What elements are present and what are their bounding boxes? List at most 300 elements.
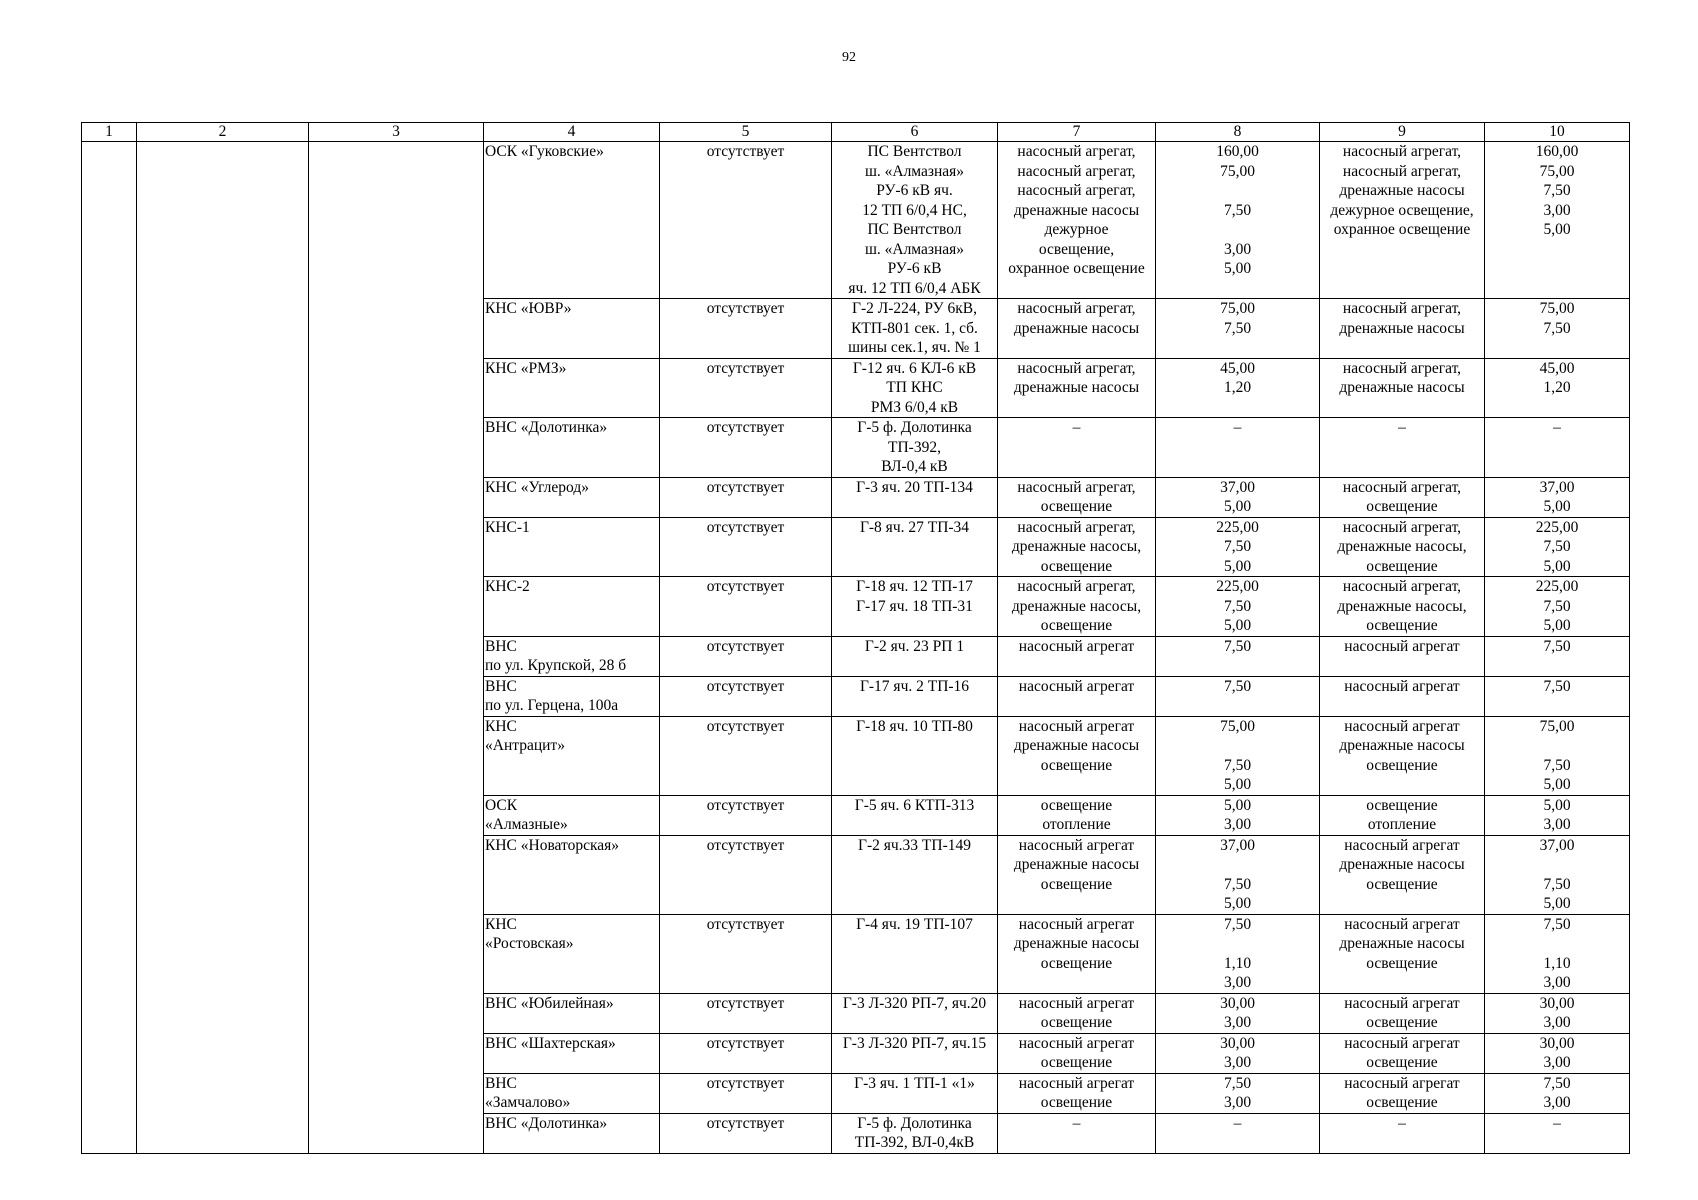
cell-line: ПС Вентствол [867,143,962,160]
cell-line: освещение [1040,875,1113,893]
cell-line: – [1398,419,1406,436]
cell-line: дренажные насосы [1339,856,1465,873]
consumers-cell [1320,993,1485,1033]
object-name-cell [484,299,660,359]
cell-line: освещение [1366,557,1438,575]
cell-line: Г-17 яч. 18 ТП-31 [856,597,973,615]
cell-line: освещение [1040,1014,1113,1031]
status-cell: отсутствует [660,716,832,795]
cell-line: дренажные насосы [1013,319,1140,337]
cell-line: насосный агрегат [1344,1074,1460,1092]
cell-line: Г-3 яч. 20 ТП-134 [856,478,973,496]
cell-line: освещение [1366,875,1438,893]
cell-line: 30,00 [1220,1034,1255,1052]
object-name-cell [484,795,660,835]
cell-line: 37,00 [1539,478,1575,496]
cell-line: КНС «Новаторская» [485,836,620,854]
cell-line: дренажные насосы [1339,935,1465,952]
cell-line: 7,50 [1223,201,1252,219]
cell-line: насосный агрегат, [1342,162,1462,180]
status-cell: отсутствует [660,142,832,299]
load-value-cell [1156,577,1320,637]
load-value-cell [1485,636,1630,676]
consumers-cell [998,358,1156,418]
cell-line: освещение [1366,796,1438,814]
cell-line: 7,50 [1543,677,1571,695]
cell-line: ш. «Алмазная» [864,162,965,180]
cell-line: отопление [1042,816,1111,833]
cell-line: дренажные насосы, [1011,538,1142,555]
cell-line: 5,00 [1223,617,1252,634]
cell-line: 3,00 [1543,1094,1571,1111]
status-cell: отсутствует [660,835,832,914]
cell-line: 3,00 [1223,1054,1252,1071]
object-name-cell [484,142,660,299]
load-value-cell [1485,835,1630,914]
object-name-cell [484,835,660,914]
header-cell: 5 [660,123,832,142]
cell-line: КНС «ЮВР» [485,300,572,317]
col1-cell [82,142,137,1154]
cell-line: 7,50 [1223,319,1252,337]
load-value-cell [1485,418,1630,478]
load-value-cell [1485,676,1630,716]
consumers-cell [1320,517,1485,577]
power-source-cell [832,299,998,359]
object-name-cell [484,477,660,517]
cell-line: насосный агрегат [1018,1074,1135,1092]
power-source-cell [832,795,998,835]
cell-line: охранное освещение [1333,221,1471,238]
cell-line: Г-2 Л-224, РУ 6кВ, [852,300,977,317]
consumers-cell [998,636,1156,676]
object-name-cell [484,676,660,716]
cell-line: насосный агрегат, [1342,300,1462,317]
load-value-cell [1485,914,1630,993]
cell-line: ВНС [485,637,517,655]
cell-line: 37,00 [1539,836,1575,854]
power-source-cell [832,577,998,637]
cell-line: Г-5 ф. Долотинка [857,419,972,436]
cell-line: 3,00 [1223,816,1252,833]
cell-line: дренажные насосы [1339,737,1465,754]
object-name-cell [484,517,660,577]
cell-line: насосный агрегат [1344,1034,1460,1052]
object-name-cell [484,1033,660,1073]
cell-line: дренажные насосы, [1337,538,1467,555]
cell-line: дренажные насосы, [1011,597,1142,615]
cell-line: 7,50 [1543,538,1571,555]
load-value-cell [1156,1113,1320,1153]
cell-line: освещение [1366,756,1438,774]
cell-line: насосный агрегат, [1017,182,1136,199]
cell-line: охранное освещение [1008,260,1145,277]
cell-line: освещение [1040,756,1113,774]
header-cell: 10 [1485,123,1630,142]
cell-line: Г-4 яч. 19 ТП-107 [856,915,973,933]
load-value-cell [1485,358,1630,418]
load-value-cell [1156,358,1320,418]
cell-line: 5,00 [1223,557,1252,575]
cell-line: 3,00 [1543,1054,1571,1071]
load-value-cell [1156,716,1320,795]
cell-line: дренажные насосы, [1337,597,1467,615]
cell-line: 1,10 [1543,954,1571,972]
cell-line: насосный агрегат, [1017,478,1136,496]
header-cell: 4 [484,123,660,142]
page-number: 92 [842,50,856,65]
consumers-cell [1320,914,1485,993]
header-cell: 3 [309,123,484,142]
consumers-cell [1320,142,1485,299]
cell-line: 7,50 [1223,677,1252,695]
object-name-cell [484,993,660,1033]
cell-line: освещение [1366,954,1438,972]
power-source-cell [832,835,998,914]
consumers-cell [1320,835,1485,914]
table-body [82,123,1630,1154]
power-source-cell [832,993,998,1033]
cell-line: освещение [1366,1054,1438,1071]
col3-cell [309,142,484,1154]
load-value-cell [1485,299,1630,359]
status-cell: отсутствует [660,636,832,676]
status-cell: отсутствует [660,676,832,716]
cell-line: освещение [1040,557,1113,575]
cell-line: КНС-1 [485,518,530,536]
cell-line: – [1233,1114,1242,1132]
consumers-cell [998,993,1156,1033]
table-row [82,142,1630,299]
cell-line: насосный агрегат [1018,637,1135,655]
cell-line: 3,00 [1223,1014,1252,1031]
cell-line: насосный агрегат, [1017,518,1136,536]
consumers-cell [998,1033,1156,1073]
cell-line: 12 ТП 6/0,4 НС, [862,201,967,219]
object-name-cell [484,1073,660,1113]
cell-line: 7,50 [1543,915,1571,933]
power-source-cell [832,1073,998,1113]
load-value-cell [1485,993,1630,1033]
cell-line: 7,50 [1543,319,1571,337]
load-value-cell [1156,517,1320,577]
status-cell: отсутствует [660,993,832,1033]
load-value-cell [1156,299,1320,359]
load-value-cell [1485,577,1630,637]
status-cell: отсутствует [660,1033,832,1073]
cell-line: 30,00 [1539,1034,1575,1052]
cell-line: Г-2 яч.33 ТП-149 [858,836,971,854]
cell-line: 225,00 [1216,578,1259,595]
status-cell: отсутствует [660,517,832,577]
cell-line: 75,00 [1220,717,1255,735]
cell-line: насосный агрегат [1344,994,1460,1012]
cell-line: ВНС «Шахтерская» [485,1034,616,1052]
cell-line: шины сек.1, яч. № 1 [848,339,981,356]
cell-line: освещение [1366,498,1438,515]
cell-line: насосный агрегат [1344,717,1460,735]
consumers-cell [998,299,1156,359]
cell-line: КНС [485,915,517,933]
header-cell: 2 [137,123,309,142]
cell-line: 45,00 [1539,359,1575,377]
cell-line: 160,00 [1535,143,1579,160]
power-source-cell [832,358,998,418]
cell-line: 7,50 [1223,1074,1252,1092]
header-cell: 6 [832,123,998,142]
consumers-cell [1320,477,1485,517]
power-source-cell [832,914,998,993]
cell-line: 5,00 [1223,776,1252,793]
cell-line: насосный агрегат [1018,1034,1135,1052]
cell-line: дренажные насосы [1013,856,1140,873]
cell-line: 7,50 [1543,1074,1571,1092]
cell-line: 5,00 [1543,895,1571,912]
load-value-cell [1485,1073,1630,1113]
cell-line: освещение [1040,1094,1113,1111]
cell-line [1486,934,1628,954]
load-value-cell [1485,477,1630,517]
cell-line: ОСК «Гуковские» [485,143,604,160]
object-name-cell [484,914,660,993]
cell-line: насосный агрегат, [1017,359,1136,377]
cell-line: Г-3 Л-320 РП-7, яч.20 [842,994,987,1012]
cell-line: 45,00 [1220,359,1255,377]
consumers-cell [1320,795,1485,835]
cell-line: Г-3 яч. 1 ТП-1 «1» [854,1074,975,1092]
status-cell: отсутствует [660,577,832,637]
cell-line: яч. 12 ТП 6/0,4 АБК [848,279,981,297]
consumers-cell [998,835,1156,914]
cell-line: ВНС «Долотинка» [485,1114,608,1132]
cell-line: дренажные насосы [1013,201,1140,219]
header-cell: 7 [998,123,1156,142]
cell-line: насосный агрегат [1018,915,1135,933]
cell-line: по ул. Герцена, 100а [485,697,619,714]
consumers-cell [1320,636,1485,676]
load-value-cell [1485,1033,1630,1073]
cell-line: 5,00 [1223,796,1252,814]
cell-line: 5,00 [1543,557,1571,575]
cell-line: дренажные насосы [1013,379,1140,396]
cell-line: 3,00 [1223,240,1252,258]
object-name-cell [484,358,660,418]
cell-line: ОСК [485,796,518,814]
consumers-cell [1320,358,1485,418]
cell-line [1157,220,1318,240]
cell-line: – [1072,1114,1081,1132]
load-value-cell [1485,142,1630,299]
cell-line: 3,00 [1223,974,1252,991]
cell-line: ТП КНС [886,379,943,396]
cell-line: насосный агрегат, [1342,518,1462,536]
cell-line: насосный агрегат, [1342,578,1462,595]
consumers-cell [998,795,1156,835]
status-cell: отсутствует [660,418,832,478]
power-source-cell [832,716,998,795]
cell-line: РМЗ 6/0,4 кВ [870,398,959,416]
cell-line: КНС «РМЗ» [485,359,567,377]
cell-line: 75,00 [1539,162,1575,180]
cell-line: КНС [485,717,517,735]
power-source-cell [832,1113,998,1153]
cell-line: освещение [1366,617,1438,634]
cell-line: освещение, [1038,240,1115,258]
cell-line: 5,00 [1543,776,1571,793]
consumers-cell [998,1113,1156,1153]
cell-line: Г-12 яч. 6 КЛ-6 кВ [852,359,977,377]
cell-line: КТП-801 сек. 1, сб. [851,319,978,337]
cell-line: Г-8 яч. 27 ТП-34 [859,518,970,536]
load-value-cell [1156,835,1320,914]
cell-line: Г-2 яч. 23 РП 1 [864,637,965,655]
load-value-cell [1156,1033,1320,1073]
cell-line: «Антрацит» [485,737,565,754]
cell-line [1486,736,1628,756]
cell-line: 75,00 [1220,300,1255,317]
cell-line: – [1553,419,1561,436]
consumers-cell [998,577,1156,637]
cell-line: 5,00 [1223,895,1252,912]
cell-line: насосный агрегат [1344,836,1460,854]
cell-line: 37,00 [1220,478,1255,496]
cell-line: 3,00 [1223,1094,1252,1111]
cell-line: освещение [1366,1094,1438,1111]
cell-line: насосный агрегат [1018,836,1135,854]
consumers-cell [998,142,1156,299]
load-value-cell [1156,795,1320,835]
cell-line: освещение [1366,1014,1438,1031]
cell-line: 30,00 [1220,994,1255,1012]
cell-line: ш. «Алмазная» [864,240,965,258]
cell-line: освещение [1040,954,1113,972]
cell-line: Г-5 ф. Долотинка [857,1114,972,1132]
consumers-cell [1320,299,1485,359]
cell-line: 225,00 [1216,518,1259,536]
cell-line: насосный агрегат, [1017,162,1136,180]
column-number-header [82,123,1630,142]
load-value-cell [1485,1113,1630,1153]
cell-line: насосный агрегат, [1342,359,1462,377]
status-cell: отсутствует [660,795,832,835]
header-cell: 9 [1320,123,1485,142]
power-source-cell [832,418,998,478]
load-value-cell [1156,636,1320,676]
cell-line: 7,50 [1223,597,1252,615]
cell-line: 1,10 [1223,954,1252,972]
consumers-cell [1320,1033,1485,1073]
status-cell: отсутствует [660,914,832,993]
status-cell: отсутствует [660,1073,832,1113]
cell-line: насосный агрегат [1018,717,1135,735]
consumers-cell [1320,716,1485,795]
cell-line: 225,00 [1535,578,1579,595]
cell-line: 7,50 [1223,637,1252,655]
cell-line: освещение [1040,1054,1113,1071]
status-cell: отсутствует [660,477,832,517]
cell-line: Г-18 яч. 10 ТП-80 [856,717,973,735]
cell-line: 75,00 [1220,162,1255,180]
cell-line [1157,736,1318,756]
status-cell: отсутствует [660,299,832,359]
cell-line: дренажные насосы [1339,319,1465,337]
cell-line: 225,00 [1535,518,1579,536]
cell-line: Г-18 яч. 12 ТП-17 [856,578,973,595]
consumers-cell [998,716,1156,795]
consumers-cell [1320,1113,1485,1153]
cell-line: – [1072,419,1081,436]
cell-line [1157,934,1318,954]
cell-line: ТП-392, ВЛ-0,4кВ [854,1134,975,1151]
consumers-cell [1320,418,1485,478]
cell-line: КНС «Углерод» [485,478,589,496]
cell-line: освещение [1040,498,1113,515]
cell-line: насосный агрегат, [1017,300,1136,317]
power-source-cell [832,676,998,716]
cell-line: 7,50 [1543,182,1571,199]
cell-line: 75,00 [1539,717,1575,735]
cell-line [1157,855,1318,875]
cell-line: 7,50 [1223,756,1252,774]
load-value-cell [1485,795,1630,835]
consumers-cell [998,676,1156,716]
cell-line: насосный агрегат [1344,677,1460,695]
cell-line: 3,00 [1543,1014,1571,1031]
data-table [81,122,1630,1154]
cell-line: освещение [1040,617,1113,634]
cell-line: 5,00 [1223,498,1252,515]
cell-line: ВНС [485,1074,517,1092]
cell-line: Г-3 Л-320 РП-7, яч.15 [842,1034,987,1052]
cell-line: насосный агрегат [1344,637,1460,655]
consumers-cell [998,914,1156,993]
cell-line: – [1233,419,1242,436]
consumers-cell [998,517,1156,577]
cell-line: 5,00 [1543,617,1571,634]
power-source-cell [832,517,998,577]
cell-line: насосный агрегат, [1342,478,1462,496]
cell-line: 5,00 [1223,260,1252,277]
cell-line: насосный агрегат [1344,915,1460,933]
cell-line: отопление [1367,816,1437,833]
status-cell: отсутствует [660,358,832,418]
power-source-cell [832,1033,998,1073]
object-name-cell [484,1113,660,1153]
cell-line: дренажные насосы [1013,737,1140,754]
power-source-cell [832,477,998,517]
object-name-cell [484,577,660,637]
cell-line: насосный агрегат [1018,677,1135,695]
cell-line: 7,50 [1543,875,1571,893]
header-cell: 8 [1156,123,1320,142]
cell-line: 1,20 [1543,379,1571,396]
cell-line: 37,00 [1220,836,1255,854]
status-cell: отсутствует [660,1113,832,1153]
header-cell: 1 [82,123,137,142]
cell-line: освещение [1040,796,1113,814]
cell-line: ТП-392, [888,438,941,456]
load-value-cell [1156,477,1320,517]
cell-line: дренажные насосы [1013,935,1140,952]
cell-line: 7,50 [1223,538,1252,555]
cell-line: Г-5 яч. 6 КТП-313 [854,796,975,814]
consumers-cell [998,418,1156,478]
cell-line: дежурное [1044,221,1109,238]
object-name-cell [484,716,660,795]
cell-line: 75,00 [1539,300,1575,317]
cell-line: 3,00 [1543,974,1571,991]
cell-line: 1,20 [1223,379,1252,396]
